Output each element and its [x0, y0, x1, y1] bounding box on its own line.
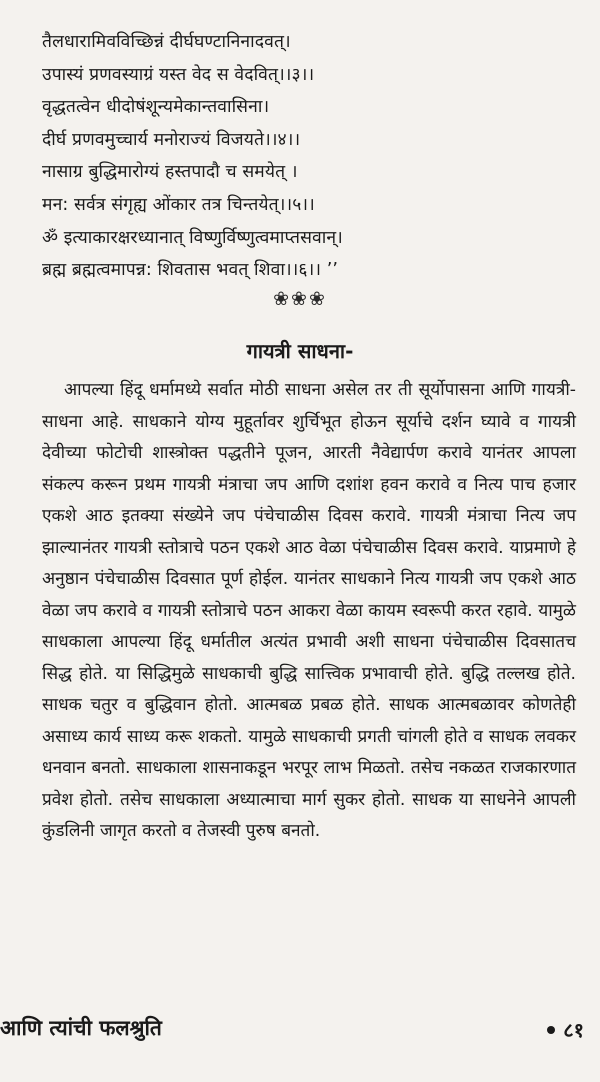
sanskrit-verses — [42, 26, 572, 287]
verse-line: दीर्घ प्रणवमुच्चार्य मनोराज्यं विजयते।।४।। — [42, 129, 301, 150]
section-heading: गायत्री साधना- — [246, 339, 354, 363]
verse-line: उपास्यं प्रणवस्याग्रं यस्त वेद स वेदवित्।।३।। — [42, 64, 315, 85]
verse-line: ब्रह्म ब्रह्मत्वमापन्न: शिवतास भवत् शिवा।।६।। ’’ — [42, 260, 339, 281]
bullet-icon — [547, 1026, 555, 1034]
page-number: ८१ — [563, 1018, 584, 1042]
verse-line: ॐ इत्याकारक्षरध्यानात् विष्णुर्विष्णुत्वमाप्तसवान्। — [42, 227, 343, 248]
verse-line: मन: सर्वत्र संगृह्य ओंकार तत्र चिन्तयेत्।।५।। — [42, 194, 315, 215]
page-number-area — [547, 1016, 584, 1043]
footer-title: आणि त्यांची फलश्रुति — [0, 1016, 162, 1040]
flower-ornament-icon: ❀❀❀ — [273, 288, 327, 310]
verse-line: नासाग्र बुद्धिमारोग्यं हस्तपादौ च समयेत् । — [42, 162, 298, 183]
verse-line: वृद्धतत्वेन धीदोषंशून्यमेकान्तवासिना। — [42, 97, 270, 118]
body-paragraph: आपल्या हिंदू धर्मामध्ये सर्वात मोठी साधना असेल तर ती सूर्योपासना आणि गायत्री-साधना आहे. साधकाने योग्य मुहूर्तावर शुर्चिभूत होऊन सूर्याचे दर्शन घ्यावे व गायत्री देवीच्या फोटोची शास्त्रोक्त पद्धतीने पूजन, आरती नैवेद्यार्पण करावे यानंतर आपला संकल्प करून प्रथम गायत्री मंत्राचा जप आणि दशांश हवन करावे व नित्य पाच हजार एकशे आठ इतक्या संख्येने जप पंचेचाळीस दिवस करावे. गायत्री मंत्राचा नित्य जप झाल्यानंतर गायत्री स्तोत्राचे पठन एकशे आठ वेळा पंचेचाळीस दिवस करावे. याप्रमाणे हे अनुष्ठान पंचेचाळीस दिवसात पूर्ण होईल. यानंतर साधकाने नित्य गायत्री जप एकशे आठ वेळा जप करावे व गायत्री स्तोत्राचे पठन आकरा वेळा कायम स्वरूपी करत रहावे. यामुळे साधकाला आपल्या हिंदू धर्मातील अत्यंत प्रभावी अशी साधना पंचेचाळीस दिवसातच सिद्ध होते. या सिद्धिमुळे साधकाची बुद्धि सात्त्विक प्रभावाची होते. बुद्धि तल्लख होते. साधक चतुर व बुद्धिवान होतो. आत्मबळ प्रबळ होते. साधक आत्मबळावर कोणतेही असाध्य कार्य साध्य करू शकतो. यामुळे साधकाची प्रगती चांगली होते व साधक लवकर धनवान बनतो. साधकाला शासनाकडून भरपूर लाभ मिळतो. तसेच नकळत राजकारणात प्रवेश होतो. तसेच साधकाला अध्यात्माचा मार्ग सुकर होतो. साधक या साधनेने आपली कुंडलिनी जागृत करतो व तेजस्वी पुरुष बनतो. — [42, 380, 576, 841]
verse-line: तैलधारामिवविच्छिन्नं दीर्घघण्टानिनादवत्। — [42, 32, 291, 52]
